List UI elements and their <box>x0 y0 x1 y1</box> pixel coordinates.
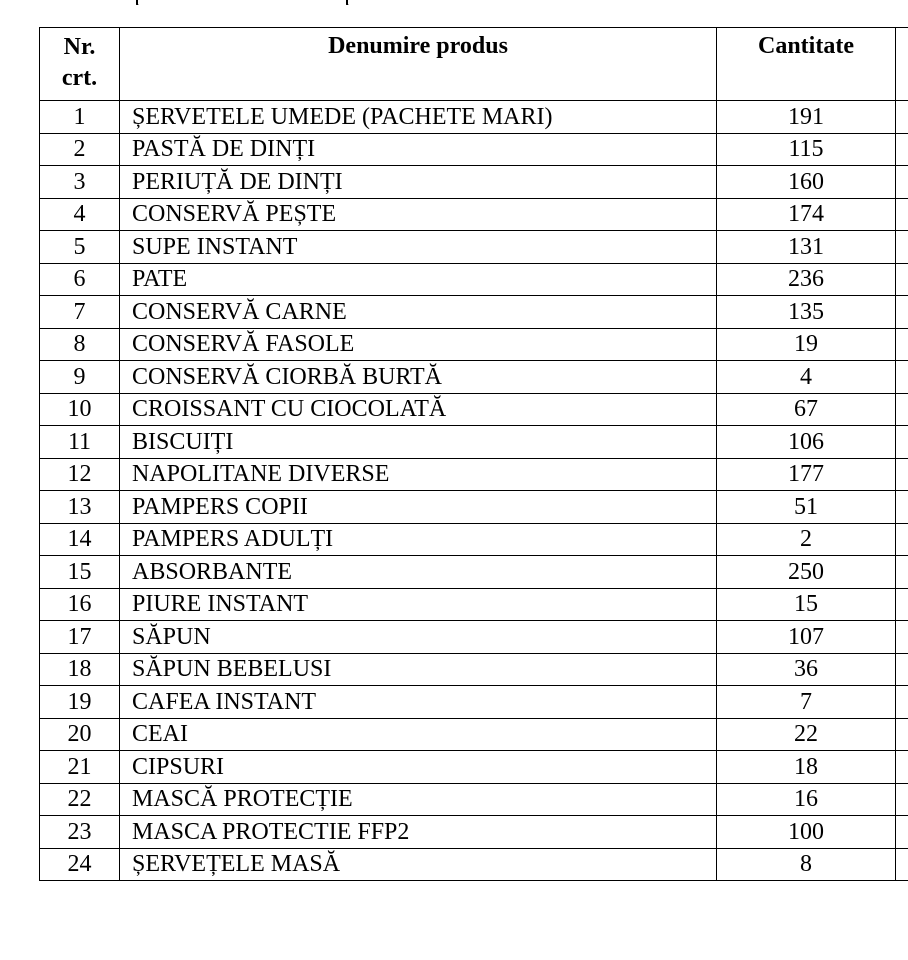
product-name-cell: SUPE INSTANT <box>120 231 717 264</box>
cropped-column-cell <box>896 751 908 784</box>
header-nr-line1: Nr. <box>63 34 96 60</box>
table-row <box>40 686 908 719</box>
cropped-column-cell <box>896 328 908 361</box>
cropped-column-cell <box>896 588 908 621</box>
table-row <box>40 816 908 849</box>
row-number-cell: 11 <box>40 426 120 459</box>
product-name-cell: MASCA PROTECTIE FFP2 <box>120 816 717 849</box>
quantity-cell: 18 <box>717 751 896 784</box>
product-name-cell: PATE <box>120 263 717 296</box>
table-row <box>40 231 908 264</box>
row-number-cell: 2 <box>40 133 120 166</box>
product-name-cell: PASTĂ DE DINȚI <box>120 133 717 166</box>
table-row <box>40 426 908 459</box>
product-name-cell: CEAI <box>120 718 717 751</box>
row-number-cell: 22 <box>40 783 120 816</box>
row-number-cell: 21 <box>40 751 120 784</box>
table-row <box>40 361 908 394</box>
table-row <box>40 133 908 166</box>
row-number-cell: 19 <box>40 686 120 719</box>
quantity-cell: 22 <box>717 718 896 751</box>
table-row <box>40 523 908 556</box>
row-number-cell: 23 <box>40 816 120 849</box>
product-name-cell: PIURE INSTANT <box>120 588 717 621</box>
row-number-cell: 3 <box>40 166 120 199</box>
product-name-cell: CONSERVĂ PEȘTE <box>120 198 717 231</box>
product-name-cell: CAFEA INSTANT <box>120 686 717 719</box>
quantity-cell: 131 <box>717 231 896 264</box>
row-number-cell: 24 <box>40 848 120 881</box>
table-row <box>40 393 908 426</box>
product-name-cell: BISCUIȚI <box>120 426 717 459</box>
quantity-cell: 7 <box>717 686 896 719</box>
table-row <box>40 556 908 589</box>
row-number-cell: 4 <box>40 198 120 231</box>
quantity-cell: 160 <box>717 166 896 199</box>
product-name-cell: CONSERVĂ CARNE <box>120 296 717 329</box>
header-nr-crt <box>40 28 120 101</box>
cropped-column-cell <box>896 101 908 134</box>
product-name-cell: PERIUȚĂ DE DINȚI <box>120 166 717 199</box>
quantity-cell: 107 <box>717 621 896 654</box>
table-body <box>40 101 908 881</box>
cropped-text-fragment <box>40 0 908 5</box>
table-row <box>40 328 908 361</box>
quantity-cell: 191 <box>717 101 896 134</box>
table-row <box>40 621 908 654</box>
row-number-cell: 8 <box>40 328 120 361</box>
cropped-column-cell <box>896 198 908 231</box>
row-number-cell: 5 <box>40 231 120 264</box>
cropped-column-cell <box>896 653 908 686</box>
product-name-cell: SĂPUN <box>120 621 717 654</box>
row-number-cell: 15 <box>40 556 120 589</box>
table-header-row <box>40 28 908 101</box>
cropped-column-cell <box>896 133 908 166</box>
quantity-cell: 67 <box>717 393 896 426</box>
quantity-cell: 250 <box>717 556 896 589</box>
quantity-cell: 106 <box>717 426 896 459</box>
table-row <box>40 101 908 134</box>
table-row <box>40 296 908 329</box>
cropped-column-cell <box>896 848 908 881</box>
quantity-cell: 8 <box>717 848 896 881</box>
table-row <box>40 458 908 491</box>
row-number-cell: 16 <box>40 588 120 621</box>
product-name-cell: ABSORBANTE <box>120 556 717 589</box>
row-number-cell: 1 <box>40 101 120 134</box>
cropped-column-cell <box>896 166 908 199</box>
table-row <box>40 751 908 784</box>
quantity-cell: 36 <box>717 653 896 686</box>
cropped-column-cell <box>896 296 908 329</box>
cropped-column-cell <box>896 523 908 556</box>
row-number-cell: 17 <box>40 621 120 654</box>
cropped-column-cell <box>896 361 908 394</box>
table-row <box>40 848 908 881</box>
cropped-column-cell <box>896 263 908 296</box>
header-quantity: Cantitate <box>717 28 896 101</box>
quantity-cell: 4 <box>717 361 896 394</box>
row-number-cell: 18 <box>40 653 120 686</box>
cropped-column-cell <box>896 231 908 264</box>
cropped-column-cell <box>896 686 908 719</box>
row-number-cell: 10 <box>40 393 120 426</box>
product-name-cell: NAPOLITANE DIVERSE <box>120 458 717 491</box>
products-table <box>39 27 908 881</box>
quantity-cell: 19 <box>717 328 896 361</box>
row-number-cell: 7 <box>40 296 120 329</box>
product-name-cell: PAMPERS ADULȚI <box>120 523 717 556</box>
quantity-cell: 236 <box>717 263 896 296</box>
product-name-cell: CONSERVĂ CIORBĂ BURTĂ <box>120 361 717 394</box>
cropped-column-cell <box>896 491 908 524</box>
table-row <box>40 198 908 231</box>
cropped-column-cell <box>896 816 908 849</box>
cropped-column-cell <box>896 621 908 654</box>
cropped-column-cell <box>896 393 908 426</box>
cropped-column-cell <box>896 426 908 459</box>
quantity-cell: 15 <box>717 588 896 621</box>
table-row <box>40 588 908 621</box>
cropped-glyph <box>136 0 144 5</box>
quantity-cell: 174 <box>717 198 896 231</box>
product-name-cell: CONSERVĂ FASOLE <box>120 328 717 361</box>
row-number-cell: 14 <box>40 523 120 556</box>
quantity-cell: 2 <box>717 523 896 556</box>
cropped-column-cell <box>896 718 908 751</box>
product-name-cell: ȘERVETELE UMEDE (PACHETE MARI) <box>120 101 717 134</box>
header-product-name: Denumire produs <box>120 28 717 101</box>
cropped-glyph <box>346 0 354 5</box>
product-name-cell: PAMPERS COPII <box>120 491 717 524</box>
row-number-cell: 6 <box>40 263 120 296</box>
table-row <box>40 653 908 686</box>
quantity-cell: 51 <box>717 491 896 524</box>
quantity-cell: 177 <box>717 458 896 491</box>
quantity-cell: 16 <box>717 783 896 816</box>
cropped-column-cell <box>896 783 908 816</box>
table-row <box>40 718 908 751</box>
row-number-cell: 9 <box>40 361 120 394</box>
header-cropped-column <box>896 28 908 101</box>
product-name-cell: MASCĂ PROTECȚIE <box>120 783 717 816</box>
table-row <box>40 166 908 199</box>
product-name-cell: CIPSURI <box>120 751 717 784</box>
quantity-cell: 115 <box>717 133 896 166</box>
product-name-cell: SĂPUN BEBELUSI <box>120 653 717 686</box>
quantity-cell: 135 <box>717 296 896 329</box>
row-number-cell: 12 <box>40 458 120 491</box>
product-name-cell: ȘERVEȚELE MASĂ <box>120 848 717 881</box>
table-row <box>40 491 908 524</box>
cropped-column-cell <box>896 556 908 589</box>
table-row <box>40 783 908 816</box>
row-number-cell: 13 <box>40 491 120 524</box>
cropped-column-cell <box>896 458 908 491</box>
table-row <box>40 263 908 296</box>
quantity-cell: 100 <box>717 816 896 849</box>
product-name-cell: CROISSANT CU CIOCOLATĂ <box>120 393 717 426</box>
row-number-cell: 20 <box>40 718 120 751</box>
header-nr-line2: crt. <box>61 65 98 91</box>
